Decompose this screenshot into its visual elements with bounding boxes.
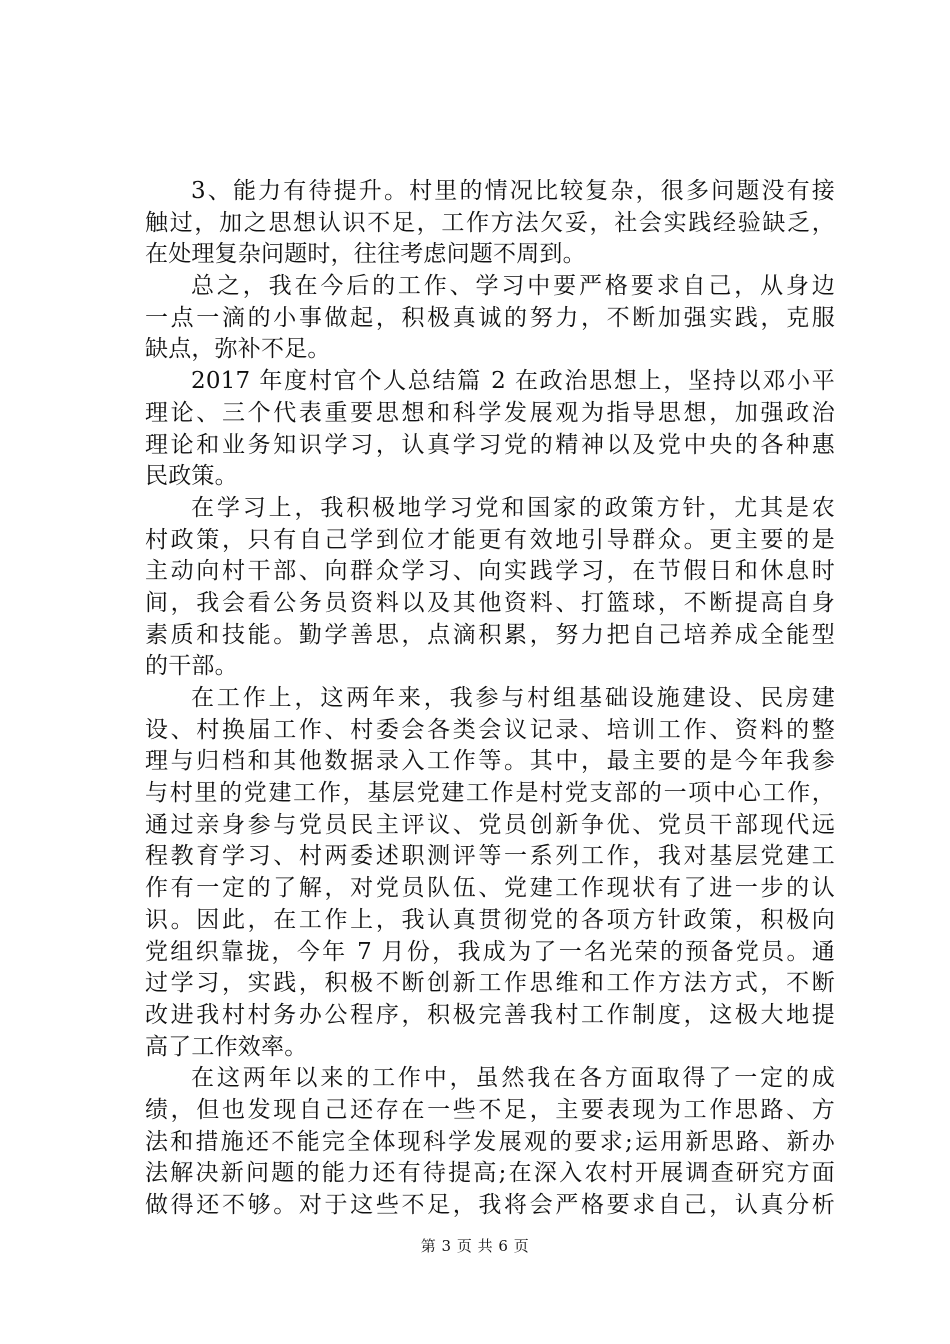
text-line: 程教育学习、村两委述职测评等一系列工作，我对基层党建工	[145, 843, 835, 870]
text-line: 过学习，实践，积极不断创新工作思维和工作方法方式，不断	[145, 970, 835, 997]
text-line: 在工作上，这两年来，我参与村组基础设施建设、民房建	[191, 685, 835, 711]
text-line: 法解决新问题的能力还有待提高;在深入农村开展调查研究方面	[145, 1160, 835, 1187]
text-line: 理论和业务知识学习，认真学习党的精神以及党中央的各种惠	[145, 431, 835, 458]
text-line: 主动向村干部、向群众学习、向实践学习，在节假日和休息时	[145, 558, 835, 585]
text-line: 3、能力有待提升。村里的情况比较复杂，很多问题没有接	[191, 178, 835, 204]
paragraph	[145, 366, 835, 493]
text-line: 设、村换届工作、村委会各类会议记录、培训工作、资料的整	[145, 716, 835, 743]
text-line: 党组织靠拢，今年 7 月份，我成为了一名光荣的预备党员。通	[145, 938, 835, 965]
paragraph	[145, 271, 835, 366]
paragraph	[145, 1063, 835, 1221]
page-number-footer: 第 3 页 共 6 页	[420, 1237, 530, 1255]
text-line: 理论、三个代表重要思想和科学发展观为指导思想，加强政治	[145, 399, 835, 426]
paragraph	[145, 683, 835, 1063]
text-line: 缺点，弥补不足。	[145, 336, 331, 363]
text-line: 素质和技能。勤学善思，点滴积累，努力把自己培养成全能型	[145, 621, 835, 648]
text-line: 高了工作效率。	[145, 1033, 308, 1060]
text-line: 改进我村村务办公程序，积极完善我村工作制度，这极大地提	[145, 1001, 835, 1028]
text-line: 识。因此，在工作上，我认真贯彻党的各项方针政策，积极向	[145, 906, 835, 933]
text-line: 做得还不够。对于这些不足，我将会严格要求自己，认真分析	[145, 1192, 835, 1218]
text-line: 村政策，只有自己学到位才能更有效地引导群众。更主要的是	[145, 526, 835, 553]
text-line: 作有一定的了解，对党员队伍、党建工作现状有了进一步的认	[145, 875, 835, 902]
text-line: 法和措施还不能完全体现科学发展观的要求;运用新思路、新办	[145, 1128, 835, 1155]
text-line: 在处理复杂问题时，往往考虑问题不周到。	[145, 241, 586, 268]
text-line: 一点一滴的小事做起，积极真诚的努力，不断加强实践，克服	[145, 304, 835, 331]
text-line: 绩，但也发现自己还存在一些不足，主要表现为工作思路、方	[145, 1096, 835, 1123]
text-line: 与村里的党建工作，基层党建工作是村党支部的一项中心工作，	[145, 780, 835, 807]
text-line: 的干部。	[145, 653, 238, 680]
paragraph	[145, 176, 835, 271]
document-body	[145, 176, 835, 1222]
text-line: 在这两年以来的工作中，虽然我在各方面取得了一定的成	[191, 1065, 835, 1092]
text-line: 理与归档和其他数据录入工作等。其中，最主要的是今年我参	[145, 748, 835, 775]
text-line: 间，我会看公务员资料以及其他资料、打篮球，不断提高自身	[145, 589, 835, 616]
text-line: 总之，我在今后的工作、学习中要严格要求自己，从身边	[191, 273, 835, 300]
paragraph	[145, 493, 835, 683]
text-line: 触过，加之思想认识不足，工作方法欠妥，社会实践经验缺乏，	[145, 209, 835, 236]
text-line: 民政策。	[145, 463, 238, 490]
text-line: 通过亲身参与党员民主评议、党员创新争优、党员干部现代远	[145, 811, 835, 838]
text-line: 在学习上，我积极地学习党和国家的政策方针，尤其是农	[191, 494, 835, 521]
text-line: 2017 年度村官个人总结篇 2 在政治思想上，坚持以邓小平	[191, 368, 835, 395]
